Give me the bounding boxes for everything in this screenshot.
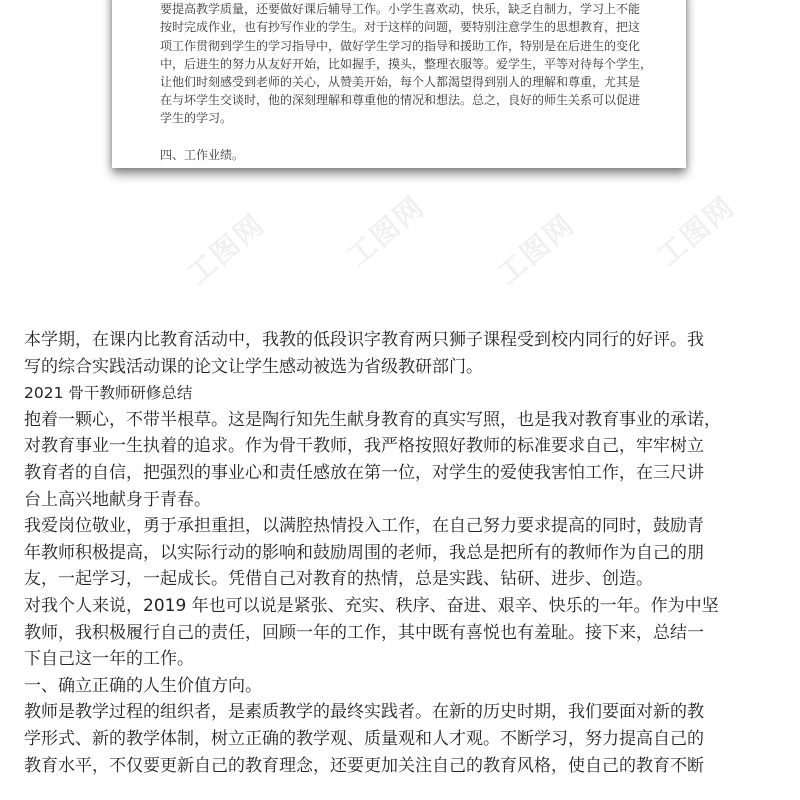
watermark-text: 工图网 xyxy=(490,207,582,291)
article-section-heading: 一、确立正确的人生价值方向。 xyxy=(24,675,262,696)
article-line: 写的综合实践活动课的论文让学生感动被选为省级教研部门。 xyxy=(24,356,483,377)
document-excerpt-card xyxy=(112,0,686,168)
article-line: 教师是教学过程的组织者，是素质教学的最终实践者。在新的历史时期，我们要面对新的教 xyxy=(24,702,704,723)
article-line: 对教育事业一生执着的追求。作为骨干教师，我严格按照好教师的标准要求自己，牢牢树立 xyxy=(24,436,704,457)
article-line: 本学期，在课内比教育活动中，我教的低段识字教育两只狮子课程受到校内同行的好评。我 xyxy=(24,330,704,350)
excerpt-line: 项工作贯彻到学生的学习指导中，做好学生学习的指导和援助工作，特别是在后进生的变化 xyxy=(160,38,641,53)
excerpt-line: 在与坏学生交谈时，他的深刻理解和尊重他的情况和想法。总之，良好的师生关系可以促进 xyxy=(160,93,641,108)
excerpt-line: 让他们时刻感受到老师的关心，从赞美开始，每个人都渴望得到别人的理解和尊重，尤其是 xyxy=(160,74,641,89)
article-line: 教育水平，不仅要更新自己的教育理念，还要更加关注自己的教育风格，使自己的教育不断 xyxy=(24,755,704,776)
article-line: 对我个人来说，2019 年也可以说是紧张、充实、秩序、奋进、艰辛、快乐的一年。作为中坚 xyxy=(24,595,719,616)
excerpt-line: 按时完成作业，也有抄写作业的学生。对于这样的问题，要特别注意学生的思想教育，把这 xyxy=(160,20,641,35)
article-body xyxy=(24,327,784,779)
article-line: 教师，我积极履行自己的责任，回顾一年的工作，其中既有喜悦也有羞耻。接下来，总结一 xyxy=(24,622,704,643)
article-line: 年教师积极提高，以实际行动的影响和鼓励周围的老师，我总是把所有的教师作为自己的朋 xyxy=(24,542,704,563)
excerpt-text xyxy=(160,0,660,164)
article-line: 台上高兴地献身于青春。 xyxy=(24,489,211,510)
watermark-text: 工图网 xyxy=(180,207,272,291)
article-line: 下自己这一年的工作。 xyxy=(24,649,194,670)
excerpt-line: 要提高教学质量，还要做好课后辅导工作。小学生喜欢动，快乐，缺乏自制力，学习上不能 xyxy=(160,2,641,17)
article-line: 教育者的自信，把强烈的事业心和责任感放在第一位，对学生的爱使我害怕工作，在三尺讲 xyxy=(24,462,704,483)
watermark-text: 工图网 xyxy=(650,189,742,273)
article-line: 抱着一颗心，不带半根草。这是陶行知先生献身教育的真实写照，也是我对教育事业的承诺， xyxy=(24,409,721,430)
excerpt-line: 学生的学习。 xyxy=(160,111,233,126)
excerpt-line: 中，后进生的努力从友好开始，比如握手，摸头，整理衣服等。爱学生，平等对待每个学生， xyxy=(160,56,653,71)
article-title: 2021 骨干教师研修总结 xyxy=(24,384,193,403)
excerpt-section-heading: 四、工作业绩。 xyxy=(160,147,245,162)
excerpt-spacer xyxy=(160,128,660,146)
watermark-band xyxy=(0,180,800,320)
article-line: 友，一起学习，一起成长。凭借自己对教育的热情，总是实践、钻研、进步、创造。 xyxy=(24,569,653,590)
watermark-text: 工图网 xyxy=(340,189,432,273)
article-line: 我爱岗位敬业，勇于承担重担，以满腔热情投入工作，在自己努力要求提高的同时，鼓励青 xyxy=(24,516,704,537)
article-line: 学形式、新的教学体制，树立正确的教学观、质量观和人才观。不断学习，努力提高自己的 xyxy=(24,728,704,749)
